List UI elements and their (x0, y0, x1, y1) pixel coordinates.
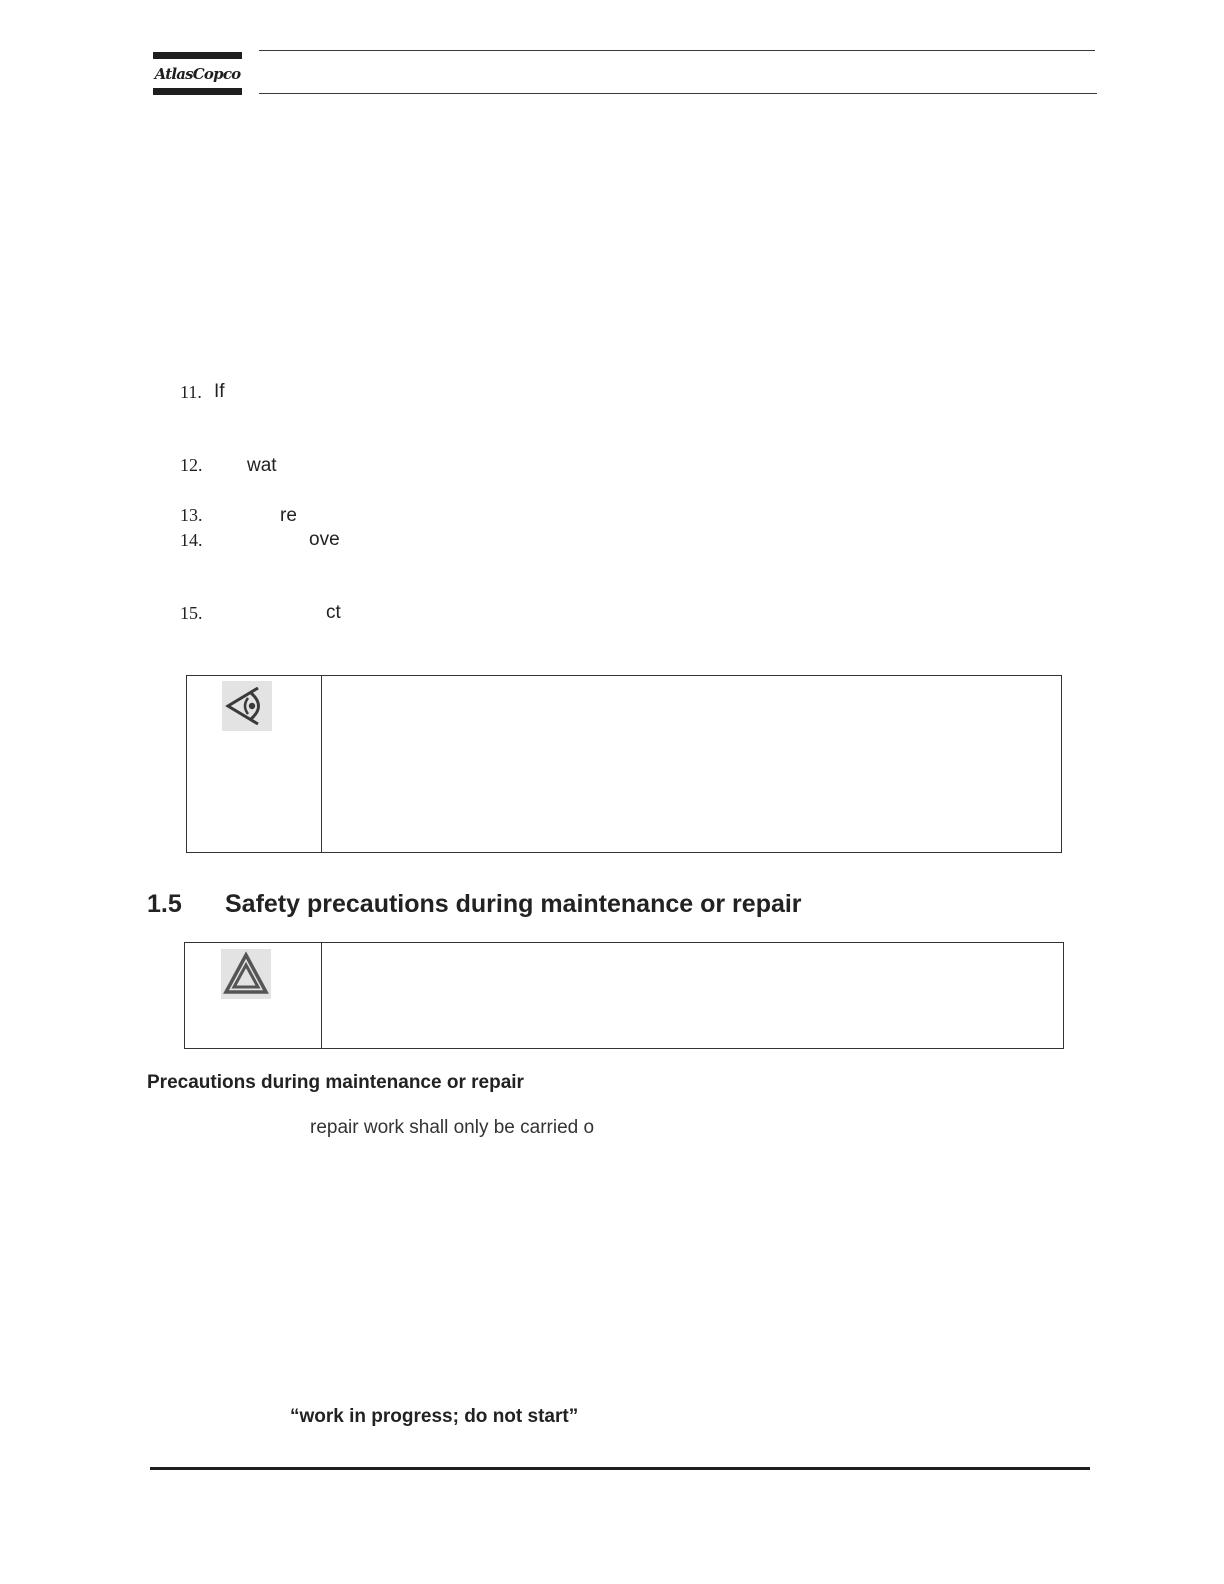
list-item-text: ove (309, 529, 340, 550)
list-number: 11. (180, 382, 202, 402)
list-item-text: ct (326, 602, 341, 623)
warning-box (184, 942, 1064, 1049)
list-number: 13. (180, 505, 203, 525)
logo-bottom-bar (153, 88, 242, 95)
header-rule-top (259, 50, 1095, 51)
section-title: Safety precautions during maintenance or repair (225, 890, 802, 918)
warning-box-divider (321, 943, 322, 1048)
list-item-text: wat (247, 455, 277, 476)
note-box (186, 675, 1062, 853)
warning-triangle-icon (221, 949, 271, 999)
logo-wordmark: AtlasCopco (154, 65, 241, 83)
header-rule-bottom (259, 93, 1097, 94)
list-item-text: re (280, 505, 297, 526)
section-number: 1.5 (147, 890, 182, 918)
footer-rule (150, 1467, 1090, 1470)
list-number: 14. (180, 530, 203, 550)
list-item-text: If (214, 381, 225, 402)
list-number: 15. (180, 603, 203, 623)
eye-icon (222, 681, 272, 731)
atlas-copco-logo (153, 52, 242, 96)
logo-top-bar (153, 52, 242, 59)
warning-quote: “work in progress; do not start” (290, 1406, 579, 1427)
subsection-heading: Precautions during maintenance or repair (147, 1072, 524, 1093)
list-number: 12. (180, 455, 203, 475)
note-box-divider (321, 676, 322, 852)
body-text-line: repair work shall only be carried o (310, 1117, 595, 1138)
